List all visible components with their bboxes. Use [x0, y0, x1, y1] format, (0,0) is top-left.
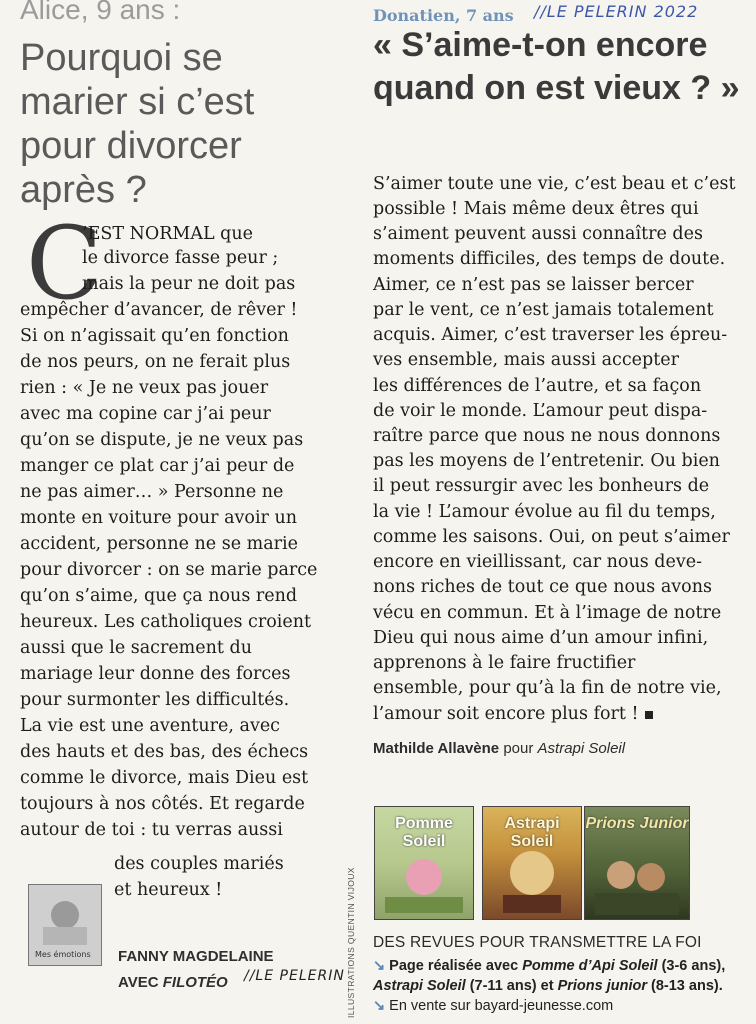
- cover-astrapi-soleil: Astrapi Soleil: [482, 806, 582, 920]
- left-line: aussi que le sacrement du: [20, 638, 252, 658]
- right-line: la vie ! L’amour évolue au fil du temps,: [373, 502, 716, 522]
- left-kicker: Alice, 9 ans :: [20, 0, 181, 25]
- book-label: Mes émotions: [35, 950, 91, 959]
- right-line: par le vent, ce n’est jamais totalement: [373, 300, 714, 320]
- left-line: avec ma copine car j’ai peur: [20, 404, 271, 424]
- left-line: le divorce fasse peur ;: [82, 248, 279, 268]
- left-headline: Pourquoi se marier si c’est pour divorcer après ?: [20, 37, 255, 211]
- right-signature: Mathilde Allavène pour Astrapi Soleil: [373, 740, 626, 757]
- right-kicker: Donatien, 7 ans: [373, 6, 514, 25]
- right-line: ves ensemble, mais aussi accepter: [373, 350, 679, 370]
- left-line: comme le divorce, mais Dieu est: [20, 768, 309, 788]
- right-line: possible ! Mais même deux êtres qui: [373, 199, 699, 219]
- left-line: des couples mariés: [114, 854, 284, 874]
- cover-illustration: [585, 807, 689, 919]
- revues-info: [373, 956, 753, 1016]
- left-line: La vie est une aventure, avec: [20, 716, 280, 736]
- right-line: encore en vieillissant, car nous deve-: [373, 552, 702, 572]
- right-line: moments difficiles, des temps de doute.: [373, 249, 726, 269]
- revues-line-2: Astrapi Soleil (7-11 ans) et Prions junior (8-13 ans).: [373, 978, 723, 994]
- left-line: et heureux !: [114, 880, 223, 900]
- left-line: pour divorcer : on se marie parce: [20, 560, 318, 580]
- right-line: de voir le monde. L’amour peut dispa-: [373, 401, 708, 421]
- revues-title: DES REVUES POUR TRANSMETTRE LA FOI: [373, 934, 702, 951]
- left-line: empêcher d’avancer, de rêver !: [20, 300, 298, 320]
- cover-prions-junior: Prions Junior: [584, 806, 690, 920]
- left-line: qu’on s’aime, que ça nous rend: [20, 586, 298, 606]
- left-line: accident, personne ne se marie: [20, 534, 298, 554]
- right-line: raître parce que nous ne nous donnons: [373, 426, 721, 446]
- dropcap: C: [26, 205, 103, 322]
- arrow-icon: ↘: [373, 958, 386, 974]
- end-square-icon: [645, 711, 653, 719]
- right-line: apprenons à le faire fructifier: [373, 653, 636, 673]
- left-line: rien : « Je ne veux pas jouer: [20, 378, 269, 398]
- right-line: s’aiment peuvent aussi connaître des: [373, 224, 703, 244]
- right-line: nons riches de tout ce que nous avons: [373, 577, 712, 597]
- right-line: comme les saisons. Oui, on peut s’aimer: [373, 527, 730, 547]
- left-line: manger ce plat car j’ai peur de: [20, 456, 295, 476]
- cover-pomme-soleil: Pomme Soleil: [374, 806, 474, 920]
- illustration-credit: ILLUSTRATIONS QUENTIN VIJOUX: [346, 867, 356, 1018]
- revues-line-1: ↘ Page réalisée avec Pomme d’Api Soleil (3-6 ans),: [373, 958, 726, 974]
- left-line: des hauts et des bas, des échecs: [20, 742, 309, 762]
- left-line: monte en voiture pour avoir un: [20, 508, 298, 528]
- left-line: toujours à nos côtés. Et regarde: [20, 794, 305, 814]
- right-line: acquis. Aimer, c’est traverser les épreu-: [373, 325, 728, 345]
- right-line: Dieu qui nous aime d’un amour infini,: [373, 628, 709, 648]
- arrow-icon: ↘: [373, 998, 386, 1014]
- magazine-covers: [374, 806, 724, 918]
- left-line: ne pas aimer… » Personne ne: [20, 482, 284, 502]
- right-line: pas les moyens de l’entretenir. Ou bien: [373, 451, 720, 471]
- right-line: Aimer, ce n’est pas se laisser bercer: [373, 275, 694, 295]
- right-line: S’aimer toute une vie, c’est beau et c’est: [373, 174, 736, 194]
- revues-line-3: ↘ En vente sur bayard-jeunesse.com: [373, 998, 614, 1014]
- left-line: autour de toi : tu verras aussi: [20, 820, 283, 840]
- right-line: vécu en commun. Et à l’image de notre: [373, 603, 722, 623]
- left-line: heureux. Les catholiques croient: [20, 612, 312, 632]
- cover-illustration: [375, 807, 473, 919]
- left-lead: ’EST NORMAL que: [82, 224, 253, 244]
- right-headline: « S’aime-t-on encore quand on est vieux ? »: [373, 26, 740, 107]
- byline-name: FANNY MAGDELAINE: [118, 948, 274, 965]
- left-line: Si on n’agissait qu’en fonction: [20, 326, 289, 346]
- left-line: de nos peurs, on ne ferait plus: [20, 352, 291, 372]
- pelerin-logo-top: //LE PELERIN 2022: [534, 2, 699, 21]
- right-line: ensemble, pour qu’à la fin de notre vie,: [373, 678, 722, 698]
- left-line: pour surmonter les difficultés.: [20, 690, 290, 710]
- left-line: mais la peur ne doit pas: [82, 274, 296, 294]
- left-line: mariage leur donne des forces: [20, 664, 291, 684]
- cover-illustration: [483, 807, 581, 919]
- right-line: les différences de l’autre, et sa façon: [373, 376, 702, 396]
- byline-org-line: AVEC FILOTÉO: [118, 974, 228, 991]
- pelerin-logo-small: //LE PELERIN: [244, 968, 345, 984]
- left-line: qu’on se dispute, je ne veux pas: [20, 430, 304, 450]
- right-line: l’amour soit encore plus fort !: [373, 702, 653, 727]
- right-line: il peut ressurgir avec les bonheurs de: [373, 476, 710, 496]
